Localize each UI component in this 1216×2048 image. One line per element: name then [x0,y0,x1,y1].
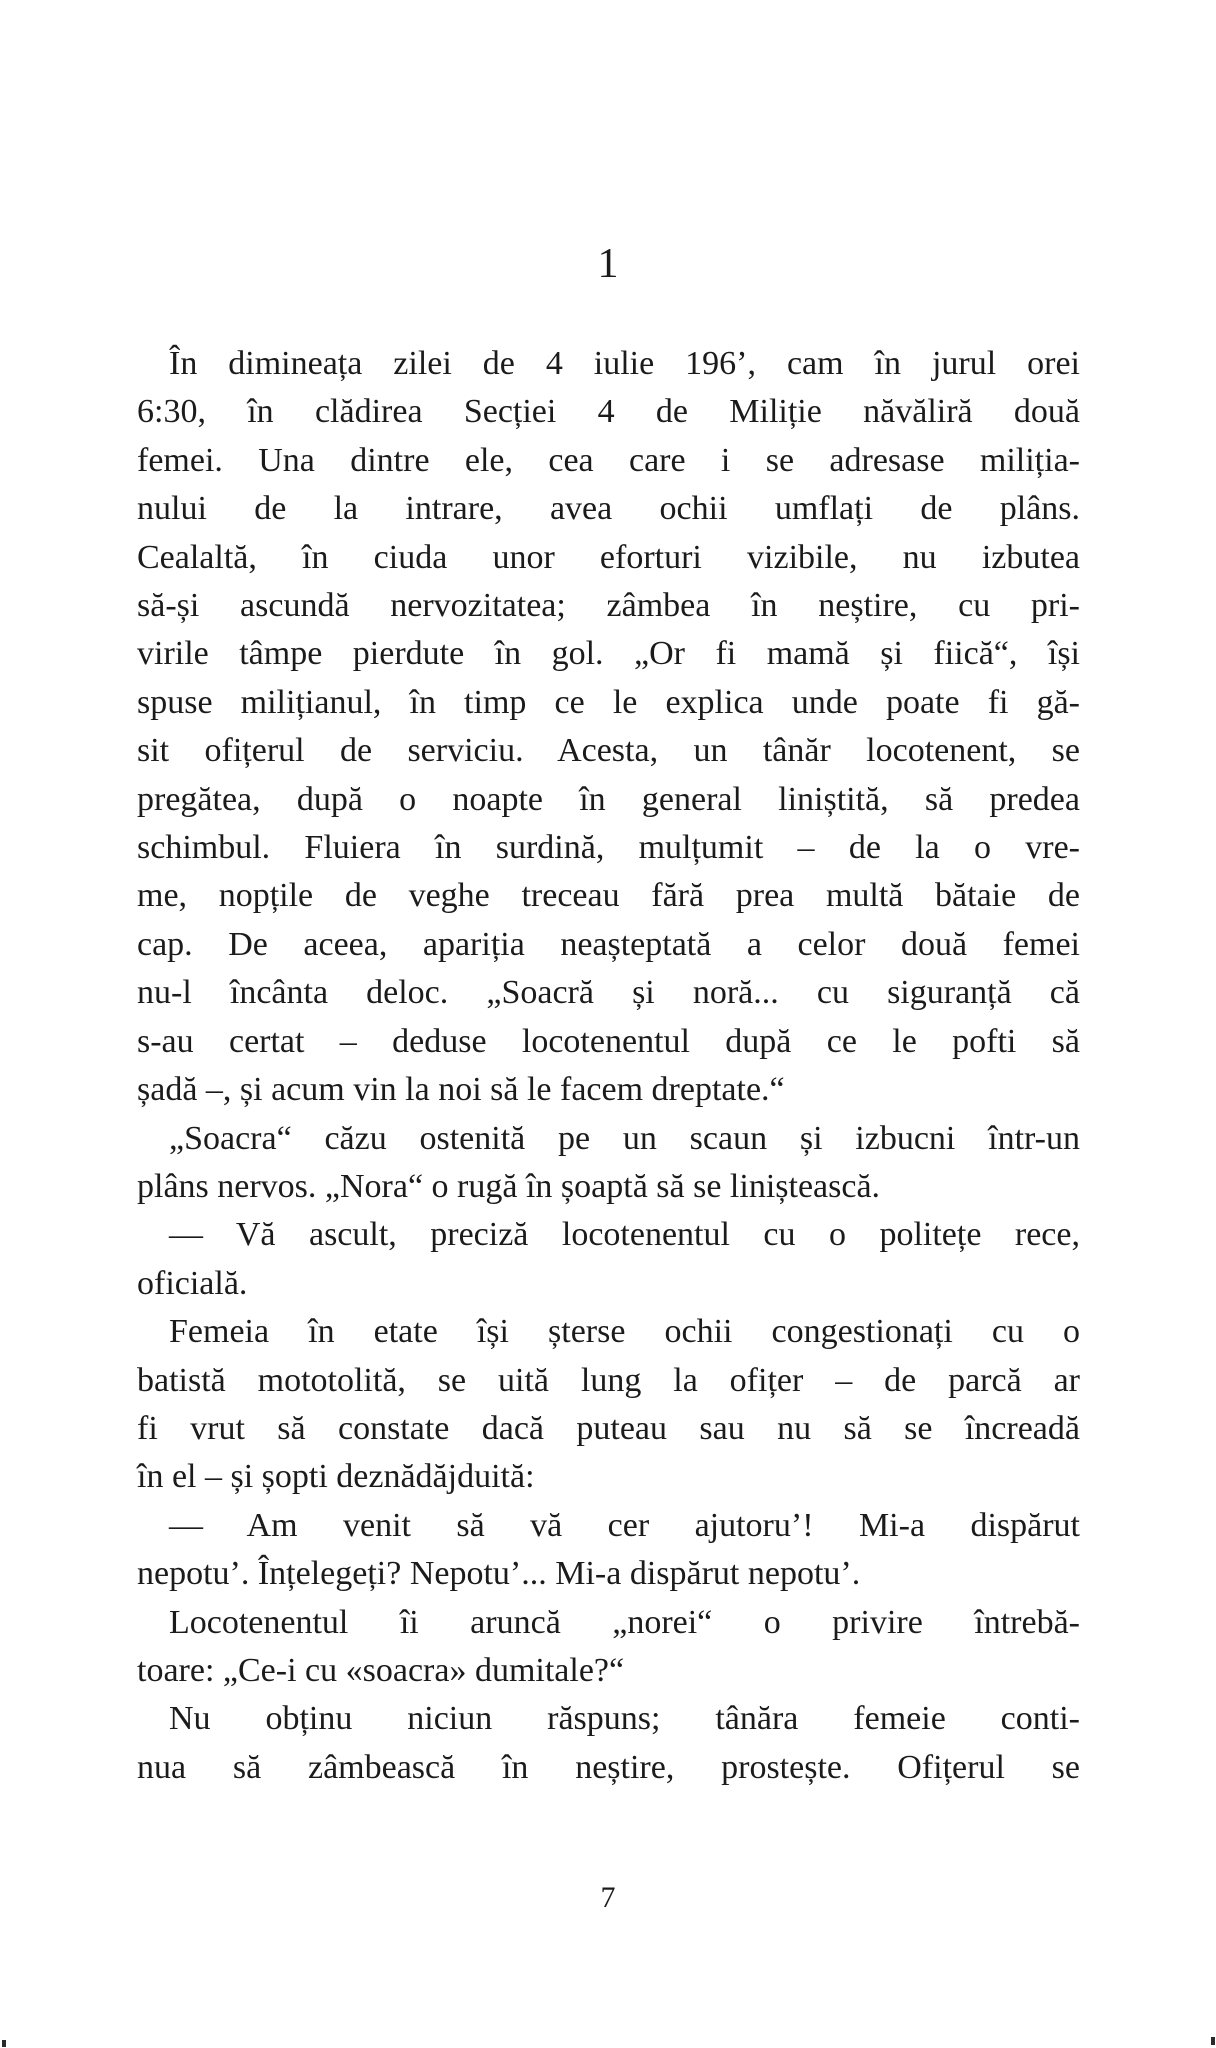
text-block [137,340,1080,1792]
text-line: sit ofițerul de serviciu. Acesta, un tânăr locotenent, se [137,732,1080,770]
text-line: În dimineața zilei de 4 iulie 196’, cam în jurul orei [169,345,1080,382]
text-line: Femeia în etate își șterse ochii congestionați cu o [169,1313,1080,1351]
text-line: femei. Una dintre ele, cea care i se adresase miliția- [137,441,1080,479]
text-line: — Am venit să vă cer ajutoru’! Mi-a dispărut [169,1506,1080,1544]
text-line: nepotu’. Înțelegeți? Nepotu’... Mi-a dispărut nepotu’. [137,1555,861,1593]
text-line: me, nopțile de veghe treceau fără prea multă bătaie de [137,877,1080,915]
text-line: Cealaltă, în ciuda unor eforturi vizibile, nu izbutea [137,538,1080,576]
text-line: nu-l încânta deloc. „Soacră și noră... cu siguranță că [137,974,1080,1012]
text-line: oficială. [137,1264,248,1302]
chapter-number: 1 [597,241,619,287]
text-line: batistă mototolită, se uită lung la ofițer – de parcă ar [137,1361,1080,1399]
text-line: plâns nervos. „Nora“ o rugă în șoaptă să se liniștească. [137,1167,881,1205]
text-line: schimbul. Fluiera în surdină, mulțumit – de la o vre- [137,829,1080,867]
text-line: Locotenentul îi aruncă „norei“ o privire întrebă- [169,1603,1080,1641]
text-line: fi vrut să constate dacă puteau sau nu să se încreadă [137,1409,1080,1447]
scan-artifact-mark-left [2,2040,6,2047]
text-line: nului de la intrare, avea ochii umflați de plâns. [137,490,1080,528]
text-line: să-și ascundă nervozitatea; zâmbea în neștire, cu pri- [137,587,1080,625]
text-line: spuse milițianul, în timp ce le explica unde poate fi gă- [137,683,1080,721]
text-line: Nu obținu niciun răspuns; tânăra femeie conti- [169,1700,1080,1738]
text-line: s-au certat – deduse locotenentul după ce le pofti să [137,1022,1080,1060]
text-line: virile tâmpe pierdute în gol. „Or fi mamă și fiică“, își [137,635,1080,673]
text-line: nua să zâmbească în neștire, prostește. Ofițerul se [137,1748,1080,1786]
text-line: toare: „Ce-i cu «soacra» dumitale?“ [137,1651,625,1689]
text-line: 6:30, în clădirea Secției 4 de Miliție năvăliră două [137,393,1080,431]
text-line: în el – și șopti deznădăjduită: [137,1458,535,1496]
text-line: șadă –, și acum vin la noi să le facem dreptate.“ [137,1071,785,1109]
text-line: — Vă ascult, preciză locotenentul cu o politețe rece, [169,1216,1080,1254]
page-number: 7 [600,1881,616,1914]
text-line: cap. De aceea, apariția neașteptată a celor două femei [137,925,1080,963]
text-line: pregătea, după o noapte în general liniștită, să predea [137,780,1080,818]
text-line: „Soacra“ căzu ostenită pe un scaun și izbucni într-un [169,1119,1080,1157]
scan-artifact-mark-right [1211,2037,1215,2045]
